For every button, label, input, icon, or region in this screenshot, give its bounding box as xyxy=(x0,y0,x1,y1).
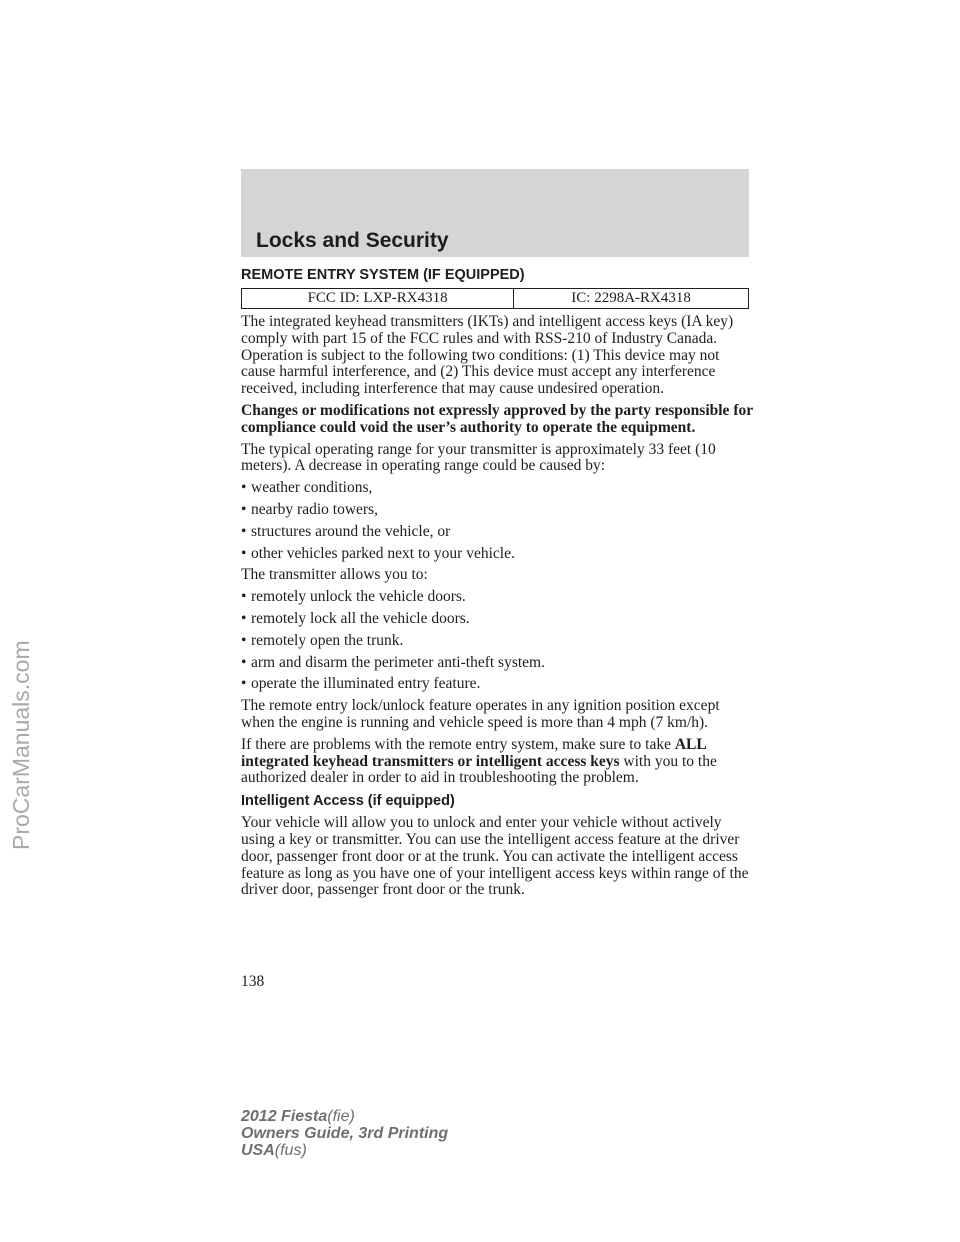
fcc-id-table xyxy=(241,288,749,309)
ignition-paragraph: The remote entry lock/unlock feature operates in any ignition position except when the engine is running and vehicle speed is more than 4 mph (7 km/h). xyxy=(241,697,720,731)
troubleshooting-text-end: with you to the authorized dealer in order to aid in troubleshooting the problem. xyxy=(241,752,717,787)
list-item: • arm and disarm the perimeter anti-theft system. xyxy=(241,655,753,672)
chapter-title: Locks and Security xyxy=(256,229,449,252)
subsection-title: Intelligent Access (if equipped) xyxy=(241,793,455,810)
footer-model-code: (fie) xyxy=(327,1108,355,1125)
troubleshooting-text-bold: ALL integrated keyhead transmitters or intelligent access keys xyxy=(241,735,706,770)
compliance-paragraph: The integrated keyhead transmitters (IKTs) and intelligent access keys (IA key) comply with part 15 of the FCC rules and with RSS-210 of Industry Canada. Operation is subject to the following two conditions: (1) This device may not cause harmful interference, and (2) This device must accept any interference received, including interference that may cause undesired operation. xyxy=(241,313,734,398)
list-item: • other vehicles parked next to your vehicle. xyxy=(241,546,753,563)
list-item: • remotely open the trunk. xyxy=(241,633,753,650)
list-item: • remotely lock all the vehicle doors. xyxy=(241,611,753,628)
transmitter-functions-list xyxy=(241,589,753,693)
list-item: • operate the illuminated entry feature. xyxy=(241,676,753,693)
section-title: REMOTE ENTRY SYSTEM (IF EQUIPPED) xyxy=(241,267,525,283)
warning-paragraph: Changes or modifications not expressly approved by the party responsible for compliance could void the user’s authority to operate the equipment. xyxy=(241,401,753,436)
ic-cell: IC: 2298A-RX4318 xyxy=(514,289,749,309)
footer-market-code: (fus) xyxy=(274,1142,307,1159)
footer-line-1 xyxy=(241,1108,448,1125)
transmitter-allows-paragraph: The transmitter allows you to: xyxy=(241,566,428,584)
fcc-id-cell: FCC ID: LXP-RX4318 xyxy=(242,289,514,309)
range-factors-list xyxy=(241,480,753,562)
footer-market: USA xyxy=(241,1142,275,1159)
page-content xyxy=(241,266,753,904)
footer-model: 2012 Fiesta xyxy=(241,1108,328,1125)
list-item: • weather conditions, xyxy=(241,480,753,497)
footer-line-2: Owners Guide, 3rd Printing xyxy=(241,1125,449,1142)
list-item: • structures around the vehicle, or xyxy=(241,524,753,541)
site-watermark: ProCarManuals.com xyxy=(8,640,34,850)
footer-line-3 xyxy=(241,1142,448,1159)
range-paragraph: The typical operating range for your transmitter is approximately 33 feet (10 meters). A decrease in operating range could be caused by: xyxy=(241,440,716,475)
document-footer xyxy=(241,1108,448,1159)
troubleshooting-paragraph xyxy=(241,737,753,787)
list-item: • remotely unlock the vehicle doors. xyxy=(241,589,753,606)
intelligent-access-paragraph: Your vehicle will allow you to unlock and enter your vehicle without actively using a key or transmitter. You can use the intelligent access feature at the driver door, passenger front door or at the trunk. You can activate the intelligent access feature as long as you have one of your intelligent access keys within range of the driver door, passenger front door or the trunk. xyxy=(241,814,749,899)
page-number: 138 xyxy=(241,973,265,990)
list-item: • nearby radio towers, xyxy=(241,502,753,519)
troubleshooting-text-start: If there are problems with the remote entry system, make sure to take xyxy=(241,735,675,753)
